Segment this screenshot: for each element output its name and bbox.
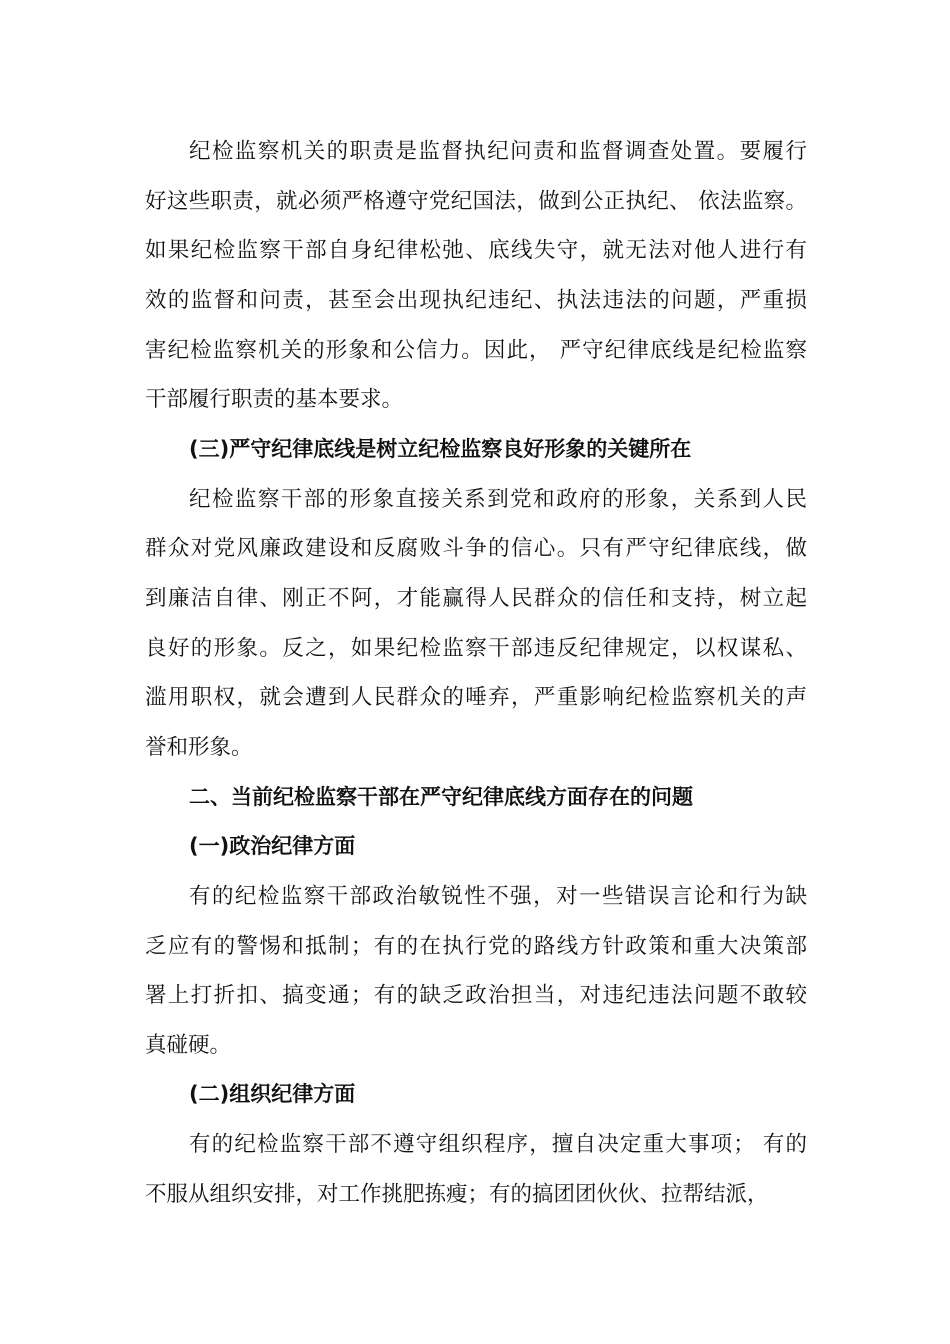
- text-line: 不服从组织安排，对工作挑肥拣瘦；有的搞团团伙伙、拉帮结派，: [145, 1181, 769, 1207]
- text-line: 好这些职责，就必须严格遵守党纪国法，做到公正执纪、 依法监察。: [145, 188, 807, 214]
- text-line: 誉和形象。: [145, 734, 253, 760]
- text-line: 如果纪检监察干部自身纪律松弛、底线失守，就无法对他人进行有: [145, 238, 807, 264]
- text-line: 署上打折扣、搞变通；有的缺乏政治担当，对违纪违法问题不敢较: [145, 983, 807, 1009]
- text-line: 有的纪检监察干部政治敏锐性不强，对一些错误言论和行为缺: [189, 883, 807, 909]
- paragraph: [145, 872, 807, 1071]
- heading-text: (三)严守纪律底线是树立纪检监察良好形象的关键所在: [189, 436, 692, 461]
- heading-text: (二)组织纪律方面: [189, 1082, 356, 1107]
- text-line: 良好的形象。反之，如果纪检监察干部违反纪律规定，以权谋私、: [145, 635, 807, 661]
- paragraph: [145, 1120, 807, 1219]
- text-line: 群众对党风廉政建设和反腐败斗争的信心。只有严守纪律底线，做: [145, 536, 807, 562]
- text-line: 乏应有的警惕和抵制；有的在执行党的路线方针政策和重大决策部: [145, 933, 807, 959]
- text-line: 干部履行职责的基本要求。: [145, 387, 404, 413]
- text-line: 效的监督和问责，甚至会出现执纪违纪、执法违法的问题，严重损: [145, 287, 807, 313]
- text-line: 纪检监察机关的职责是监督执纪问责和监督调查处置。要履行: [189, 139, 807, 164]
- section-heading: [145, 773, 807, 823]
- text-line: 滥用职权，就会遭到人民群众的唾弃，严重影响纪检监察机关的声: [145, 685, 807, 711]
- section-heading: [145, 425, 807, 475]
- heading-text: 二、当前纪检监察干部在严守纪律底线方面存在的问题: [189, 784, 693, 809]
- text-line: 害纪检监察机关的形象和公信力。因此， 严守纪律底线是纪检监察: [145, 337, 807, 363]
- text-line: 纪检监察干部的形象直接关系到党和政府的形象，关系到人民: [189, 486, 807, 512]
- text-line: 有的纪检监察干部不遵守组织程序，擅自决定重大事项； 有的: [189, 1132, 807, 1158]
- heading-text: (一)政治纪律方面: [189, 834, 356, 859]
- paragraph: [145, 475, 807, 773]
- document-page: [145, 127, 807, 1219]
- section-heading: [145, 822, 807, 872]
- text-line: 到廉洁自律、刚正不阿，才能赢得人民群众的信任和支持，树立起: [145, 585, 807, 611]
- section-heading: [145, 1070, 807, 1120]
- text-line: 真碰硬。: [145, 1032, 232, 1058]
- paragraph: [145, 127, 807, 425]
